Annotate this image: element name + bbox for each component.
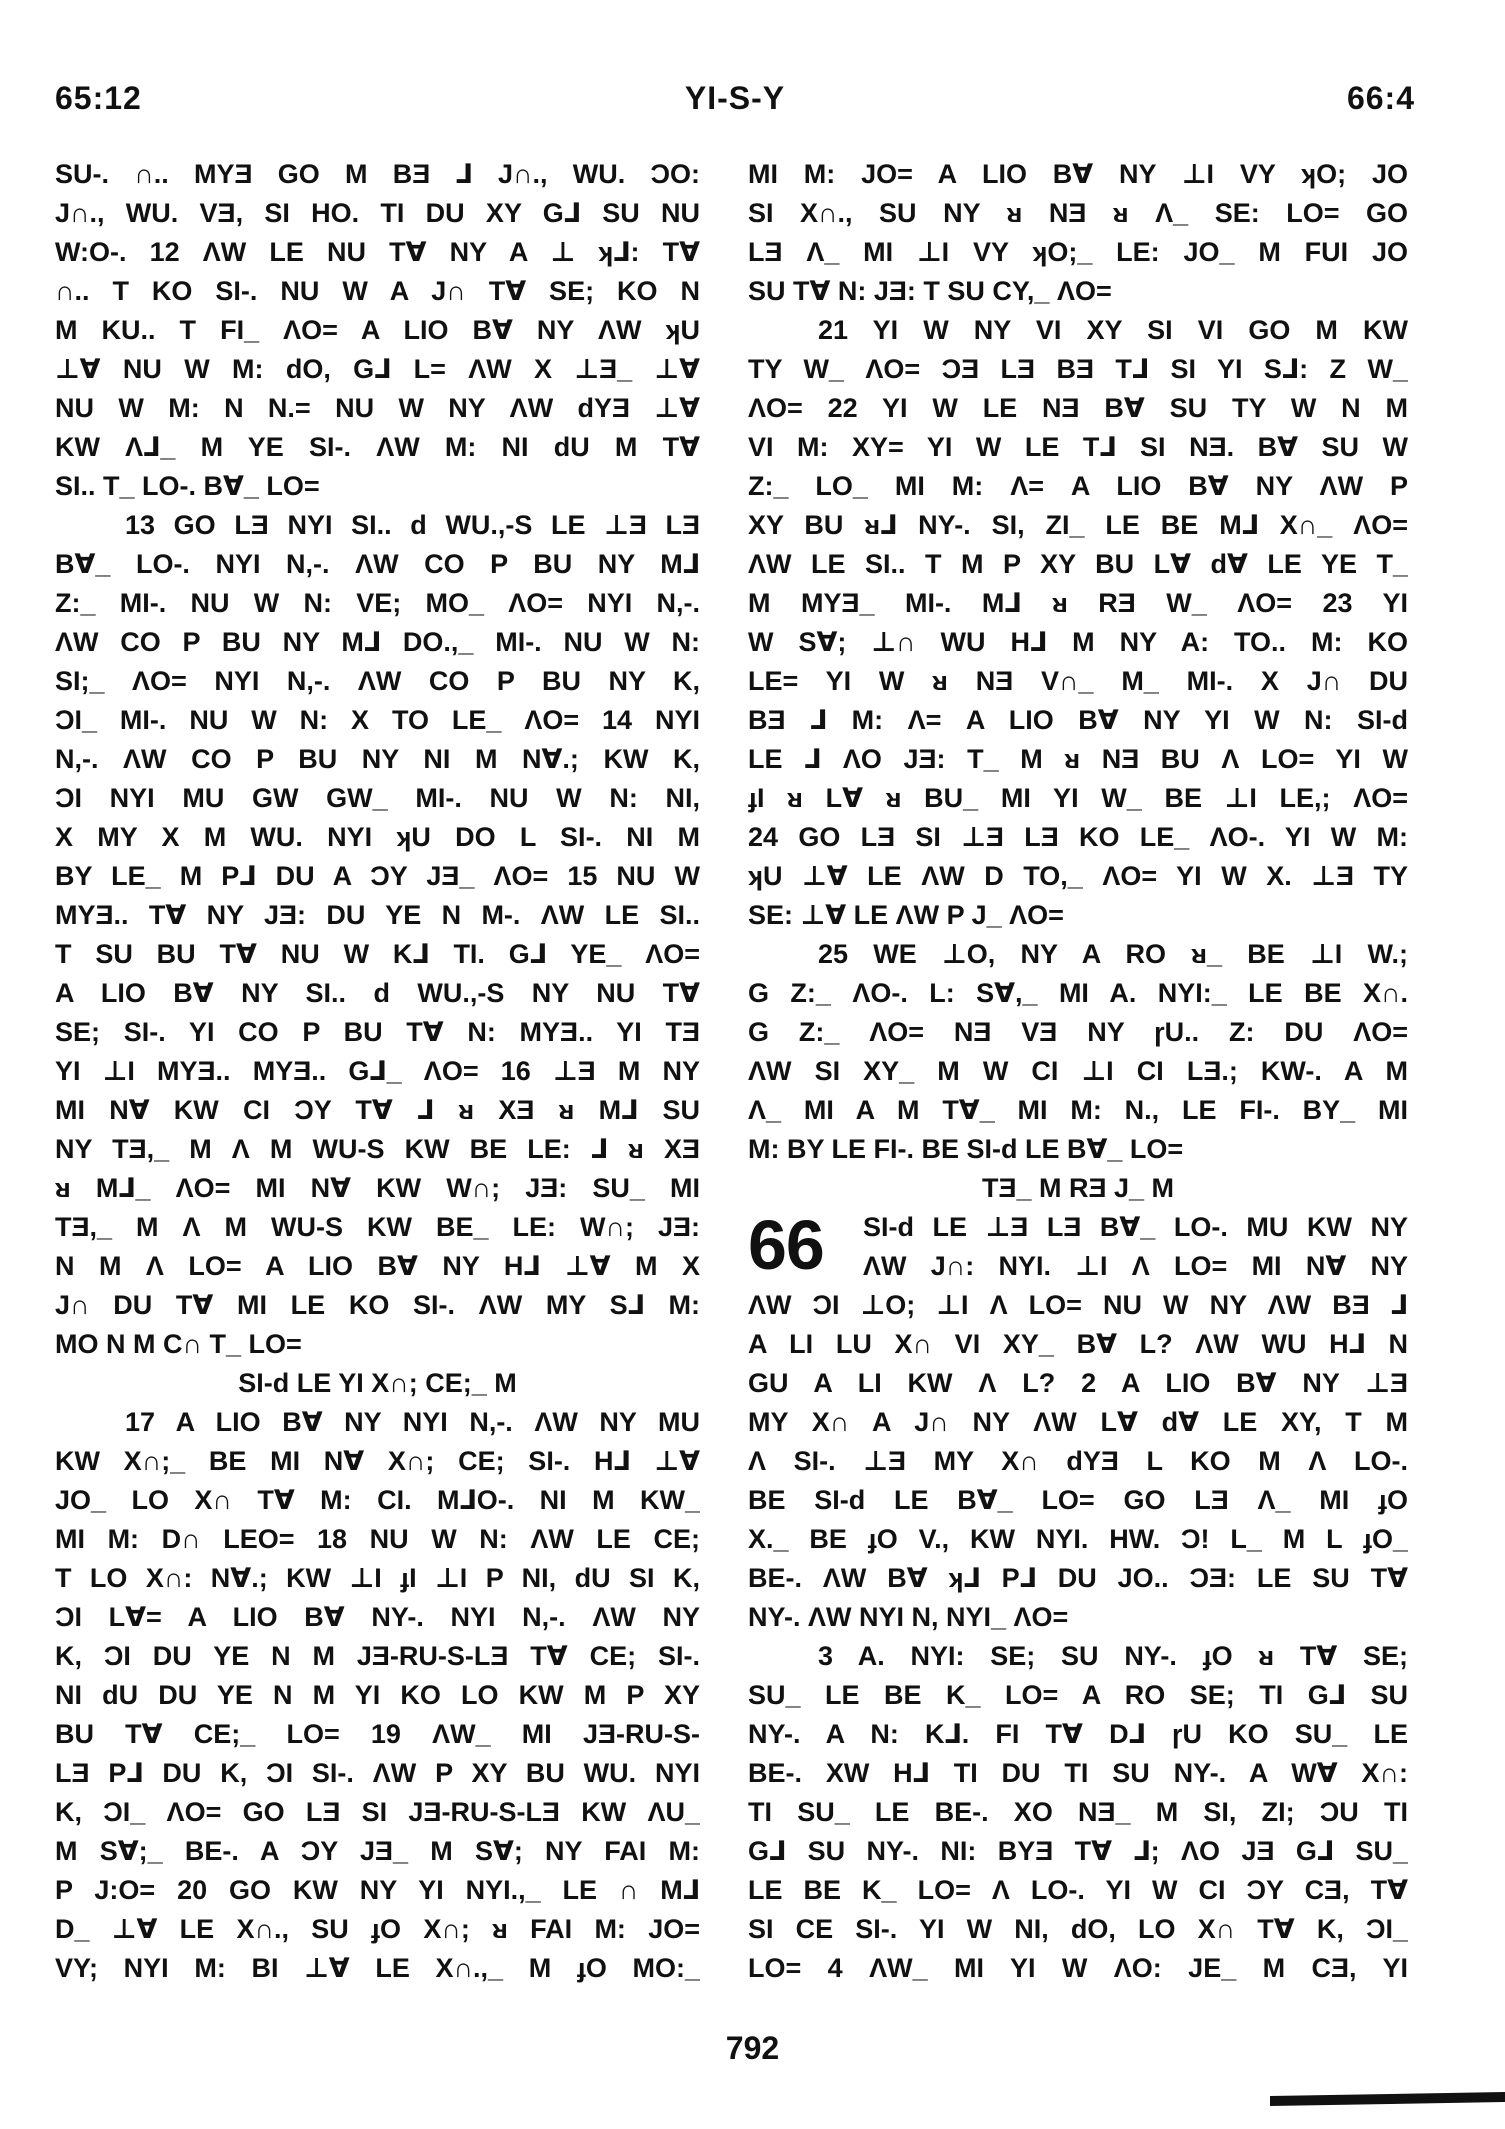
header-book-title: YI-S-Y	[684, 80, 786, 116]
text-line: NY-. A N: K⅃. FI T∀ D⅃ ɼU KO SU_ LE	[748, 1719, 1408, 1749]
text-line: ᴚ M⅃_ ΛO= MI N∀ KW W∩; JƎ: SU_ MI	[55, 1173, 700, 1203]
text-line: ⊥∀ NU W M: dO, G⅃ L= ΛW X ⊥Ǝ_ ⊥∀	[55, 354, 700, 384]
text-line: LO= 4 ΛW_ MI YI W ΛO: JE_ M CƎ, YI	[748, 1953, 1408, 1983]
text-line: G Z:_ ΛO-. L: S∀,_ MI A. NYI:_ LE BE X∩.	[748, 978, 1408, 1008]
text-line: BE SI-d LE B∀_ LO= GO LƎ Λ_ MI ɟO	[748, 1485, 1408, 1515]
text-line: LE ⅃ ΛO JƎ: T_ M ᴚ NƎ BU Λ LO= YI W	[748, 744, 1408, 774]
text-line: ΛW CO P BU NY M⅃ DO.,_ MI-. NU W N:	[55, 627, 700, 657]
header-right-reference: 66:4	[1346, 80, 1415, 116]
text-line: GU A LI KW Λ L? 2 A LIO B∀ NY ⊥Ǝ	[748, 1368, 1408, 1398]
section-heading: SI-d LE YI X∩; CE;_ M	[238, 1368, 517, 1398]
text-line: MI N∀ KW CI ƆY T∀ ⅃ ᴚ XƎ ᴚ M⅃ SU	[55, 1095, 700, 1125]
text-line: VI M: XY= YI W LE T⅃ SI NƎ. B∀ SU W	[748, 432, 1408, 462]
text-line: D_ ⊥∀ LE X∩., SU ɟO X∩; ᴚ FAI M: JO=	[55, 1914, 700, 1944]
text-line: 25 WE ⊥O, NY A RO ᴚ_ BE ⊥I W.;	[818, 939, 1408, 969]
chapter-number-dropcap: 66	[748, 1206, 824, 1284]
text-line: ΛW ƆI ⊥O; ⊥I Λ LO= NU W NY ΛW BƎ ⅃	[748, 1290, 1408, 1320]
text-line: Z:_ LO_ MI M: Λ= A LIO B∀ NY ΛW P	[748, 471, 1408, 501]
text-line: LƎ Λ_ MI ⊥I VY ʞO;_ LE: JO_ M FUI JO	[748, 237, 1408, 267]
right-column	[748, 155, 1408, 1988]
text-line: ƆI_ MI-. NU W N: X TO LE_ ΛO= 14 NYI	[55, 705, 700, 735]
text-line: NI dU DU YE N M YI KO LO KW M P XY	[55, 1680, 700, 1710]
text-line: JO_ LO X∩ T∀ M: CI. M⅃O-. NI M KW_	[55, 1485, 700, 1515]
text-line: 24 GO LƎ SI ⊥Ǝ LƎ KO LE_ ΛO-. YI W M:	[748, 822, 1408, 852]
text-line: SE: ⊥∀ LE ΛW P J_ ΛO=	[748, 900, 1064, 930]
text-line: N M Λ LO= A LIO B∀ NY H⅃ ⊥∀ M X	[55, 1251, 700, 1281]
text-line: SI;_ ΛO= NYI N,-. ΛW CO P BU NY K,	[55, 666, 700, 696]
text-line: T SU BU T∀ NU W K⅃ TI. G⅃ YE_ ΛO=	[55, 939, 700, 969]
text-line: M S∀;_ BE-. A ƆY JƎ_ M S∀; NY FAI M:	[55, 1836, 700, 1866]
text-line: B∀_ LO-. NYI N,-. ΛW CO P BU NY M⅃	[55, 549, 700, 579]
text-line: KW Λ⅃_ M YE SI-. ΛW M: NI dU M T∀	[55, 432, 700, 462]
text-line: K, ƆI_ ΛO= GO LƎ SI JƎ-RU-S-LƎ KW ΛU_	[55, 1797, 700, 1827]
chapter-heading: TƎ_ M RƎ J_ M	[981, 1173, 1175, 1203]
text-line: X._ BE ɟO V., KW NYI. HW. Ɔ! L_ M L ɟO_	[748, 1524, 1408, 1554]
text-line: X MY X M WU. NYI ʞU DO L SI-. NI M	[55, 822, 700, 852]
text-line: SE; SI-. YI CO P BU T∀ N: MYƎ.. YI TƎ	[55, 1017, 700, 1047]
text-line: N,-. ΛW CO P BU NY NI M N∀.; KW K,	[55, 744, 700, 774]
text-line: J∩., WU. VƎ, SI HO. TI DU XY G⅃ SU NU	[55, 198, 700, 228]
text-line	[55, 1988, 700, 2027]
text-line: ∩.. T KO SI-. NU W A J∩ T∀ SE; KO N	[55, 276, 700, 306]
text-line: ΛO= 22 YI W LE NƎ B∀ SU TY W N M	[748, 393, 1408, 423]
text-line: LE= YI W ᴚ NƎ V∩_ M_ MI-. X J∩ DU	[748, 666, 1408, 696]
text-line: G Z:_ ΛO= NƎ VƎ NY ɼU.. Z: DU ΛO=	[748, 1017, 1408, 1047]
page-number: 792	[725, 2030, 780, 2066]
text-line: SI CE SI-. YI W NI, dO, LO X∩ T∀ K, ƆI_	[748, 1914, 1408, 1944]
text-line: ΛW SI XY_ M W CI ⊥I CI LƎ.; KW-. A M	[748, 1056, 1408, 1086]
text-line: MY X∩ A J∩ NY ΛW L∀ d∀ LE XY, T M	[748, 1407, 1408, 1437]
text-line: SU-. ∩.. MYƎ GO M BƎ ⅃ J∩., WU. ƆO:	[55, 159, 700, 189]
text-line: LE BE K_ LO= Λ LO-. YI W CI ƆY CƎ, T∀	[748, 1875, 1408, 1905]
text-line: Λ SI-. ⊥Ǝ MY X∩ dYƎ L KO M Λ LO-.	[748, 1446, 1408, 1476]
text-line: M: BY LE FI-. BE SI-d LE B∀_ LO=	[748, 1134, 1184, 1164]
text-line: NY-. ΛW NYI N, NYI_ ΛO=	[748, 1602, 1069, 1632]
text-line: SI.. T_ LO-. B∀_ LO=	[55, 471, 320, 501]
text-line: ƆI NYI MU GW GW_ MI-. NU W N: NI,	[55, 783, 700, 813]
text-line: ΛW J∩: NYI. ⊥I Λ LO= MI N∀ NY	[863, 1251, 1408, 1281]
header-left-reference: 65:12	[55, 80, 142, 116]
text-line: J∩ DU T∀ MI LE KO SI-. ΛW MY S⅃ M:	[55, 1290, 700, 1320]
text-line: BU T∀ CE;_ LO= 19 ΛW_ MI JƎ-RU-S-	[55, 1719, 700, 1749]
text-line: 21 YI W NY VI XY SI VI GO M KW	[818, 315, 1408, 345]
text-line: VY; NYI M: BI ⊥∀ LE X∩.,_ M ɟO MO:_	[55, 1953, 700, 1983]
text-line: YI ⊥I MYƎ.. MYƎ.. G⅃_ ΛO= 16 ⊥Ǝ M NY	[55, 1056, 700, 1086]
text-line: K, ƆI DU YE N M JƎ-RU-S-LƎ T∀ CE; SI-.	[55, 1641, 700, 1671]
text-line: ƆI L∀= A LIO B∀ NY-. NYI N,-. ΛW NY	[55, 1602, 700, 1632]
text-line: A LI LU X∩ VI XY_ B∀ L? ΛW WU H⅃ N	[748, 1329, 1408, 1359]
text-line: W S∀; ⊥∩ WU H⅃ M NY A: TO.. M: KO	[748, 627, 1408, 657]
text-line: TƎ,_ M Λ M WU-S KW BE_ LE: W∩; JƎ:	[55, 1212, 700, 1242]
text-line: Z:_ MI-. NU W N: VE; MO_ ΛO= NYI N,-.	[55, 588, 700, 618]
text-line: XY BU ᴚ⅃ NY-. SI, ZI_ LE BE M⅃ X∩_ ΛO=	[748, 510, 1408, 540]
text-line: 13 GO LƎ NYI SI.. d WU.,-S LE ⊥Ǝ LƎ	[125, 510, 700, 540]
text-line: G⅃ SU NY-. NI: BYƎ T∀ ⅃; ΛO JƎ G⅃ SU_	[748, 1836, 1408, 1866]
text-line: BƎ ⅃ M: Λ= A LIO B∀ NY YI W N: SI-d	[748, 705, 1408, 735]
text-line: P J:O= 20 GO KW NY YI NYI.,_ LE ∩ M⅃	[55, 1875, 700, 1905]
text-line: TY W_ ΛO= ƆƎ LƎ BƎ T⅃ SI YI S⅃: Z W_	[748, 354, 1408, 384]
text-line: A LIO B∀ NY SI.. d WU.,-S NY NU T∀	[55, 978, 700, 1008]
text-line: MO N M C∩ T_ LO=	[55, 1329, 302, 1359]
text-line: BE-. ΛW B∀ ʞ⅃ P⅃ DU JO.. ƆƎ: LE SU T∀	[748, 1563, 1408, 1593]
text-line: KW X∩;_ BE MI N∀ X∩; CE; SI-. H⅃ ⊥∀	[55, 1446, 700, 1476]
text-line: LƎ P⅃ DU K, ƆI SI-. ΛW P XY BU WU. NYI	[55, 1758, 700, 1788]
text-line: ΛW LE SI.. T M P XY BU L∀ d∀ LE YE T_	[748, 549, 1408, 579]
text-line: MYƎ.. T∀ NY JƎ: DU YE N M-. ΛW LE SI..	[55, 900, 700, 930]
text-line: M MYƎ_ MI-. M⅃ ᴚ RƎ W_ ΛO= 23 YI	[748, 588, 1408, 618]
text-line: SI-d LE ⊥Ǝ LƎ B∀_ LO-. MU KW NY	[863, 1212, 1408, 1242]
text-line: BY LE_ M P⅃ DU A ƆY JƎ_ ΛO= 15 NU W	[55, 861, 700, 891]
text-line: T LO X∩: N∀.; KW ⊥I ɟI ⊥I P NI, dU SI K,	[55, 1563, 700, 1593]
text-line: TI SU_ LE BE-. XO NƎ_ M SI, ZI; ƆU TI	[748, 1797, 1408, 1827]
text-line: MI M: JO= A LIO B∀ NY ⊥I VY ʞO; JO	[748, 159, 1408, 189]
text-line: Λ_ MI A M T∀_ MI M: N., LE FI-. BY_ MI	[748, 1095, 1408, 1125]
text-line: W:O-. 12 ΛW LE NU T∀ NY A ⊥ ʞ⅃: T∀	[55, 237, 700, 267]
text-line: MI M: D∩ LEO= 18 NU W N: ΛW LE CE;	[55, 1524, 700, 1554]
text-line: 17 A LIO B∀ NY NYI N,-. ΛW NY MU	[125, 1407, 700, 1437]
text-line: 3 A. NYI: SE; SU NY-. ɟO ᴚ T∀ SE;	[818, 1641, 1408, 1671]
text-line: BE-. XW H⅃ TI DU TI SU NY-. A W∀ X∩:	[748, 1758, 1408, 1788]
text-line: ʞU ⊥∀ LE ΛW D TO,_ ΛO= YI W X. ⊥Ǝ TY	[748, 861, 1408, 891]
text-line: SI X∩., SU NY ᴚ NƎ ᴚ Λ_ SE: LO= GO	[748, 198, 1408, 228]
text-line: ɟI ᴚ L∀ ᴚ BU_ MI YI W_ BE ⊥I LE,; ΛO=	[748, 783, 1408, 813]
text-line: NU W M: N N.= NU W NY ΛW dYƎ ⊥∀	[55, 393, 700, 423]
left-column	[55, 155, 700, 2027]
text-line: M KU.. T FI_ ΛO= A LIO B∀ NY ΛW ʞU	[55, 315, 700, 345]
text-line: NY TƎ,_ M Λ M WU-S KW BE LE: ⅃ ᴚ XƎ	[55, 1134, 700, 1164]
text-line: SU_ LE BE K_ LO= A RO SE; TI G⅃ SU	[748, 1680, 1408, 1710]
scan-edge-mark	[1270, 2092, 1505, 2106]
running-header	[55, 80, 1415, 120]
text-line: SU T∀ N: JƎ: T SU CY,_ ΛO=	[748, 276, 1112, 306]
